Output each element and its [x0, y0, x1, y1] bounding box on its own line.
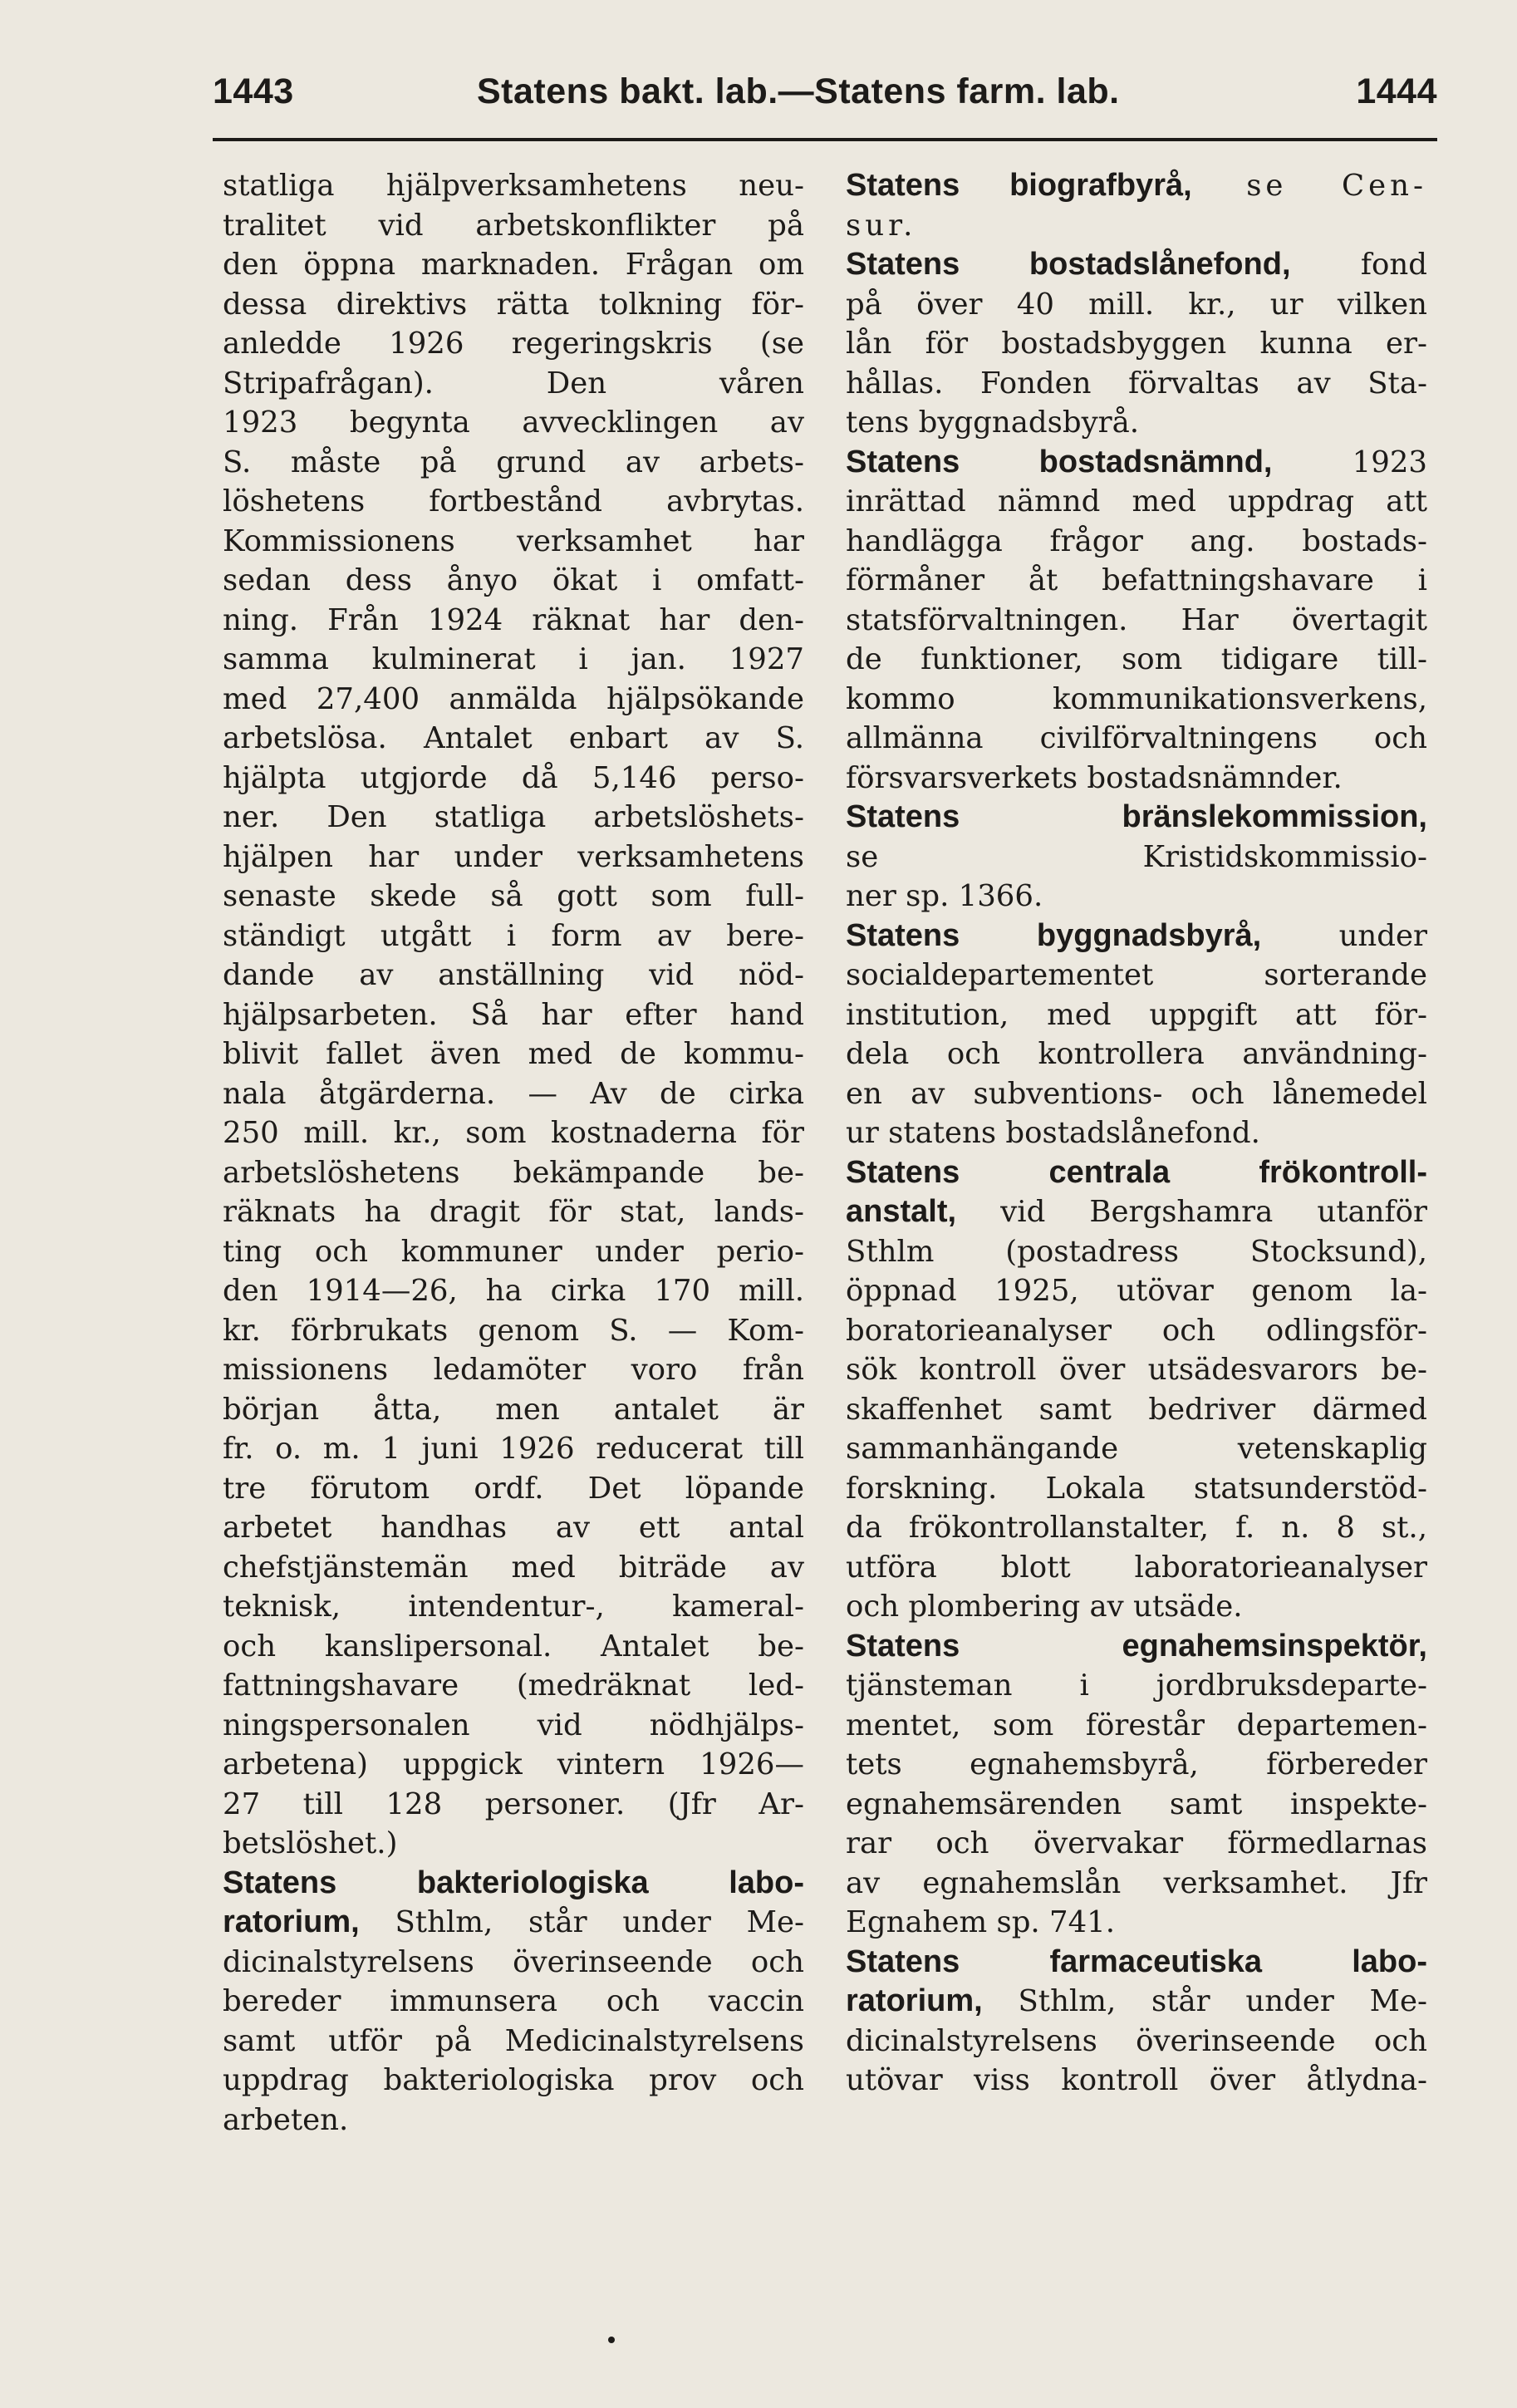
text-line: teknisk, intendentur-, kameral-: [223, 1590, 804, 1624]
text-line: samt utför på Medicinalstyrelsens: [223, 2023, 804, 2058]
text-line: försvarsverkets bostadsnämnder.: [846, 760, 1343, 795]
cross-reference: se Cen-: [1191, 169, 1427, 203]
entry-headword: ratorium,: [846, 1983, 983, 2018]
text-line: inrättad nämnd med uppdrag att: [846, 484, 1427, 518]
text-line: tre förutom ordf. Det löpande: [223, 1471, 804, 1506]
text-line: sammanhängande vetenskaplig: [846, 1432, 1427, 1466]
text-line: en av subventions- och lånemedel: [846, 1076, 1427, 1111]
text-line: hjälpta utgjorde då 5,146 perso-: [223, 760, 804, 795]
text-line: dicinalstyrelsens överinseende och: [846, 2023, 1427, 2058]
text-line: dicinalstyrelsens överinseende och: [223, 1944, 804, 1979]
text-line: forskning. Lokala statsunderstöd-: [846, 1471, 1427, 1506]
entry-headword: Statens farmaceutiska labo-: [846, 1944, 1427, 1979]
page-number-left: 1443: [213, 71, 294, 111]
entry-headword: anstalt,: [846, 1194, 957, 1229]
text-line: 27 till 128 personer. (Jfr Ar-: [223, 1786, 804, 1821]
text-line: uppdrag bakteriologiska prov och: [223, 2063, 804, 2097]
text-line: chefstjänstemän med biträde av: [223, 1550, 804, 1585]
entry-text: vid Bergshamra utanför: [956, 1195, 1427, 1229]
text-line: de funktioner, som tidigare till-: [846, 642, 1427, 676]
entry-headword: ratorium,: [223, 1904, 360, 1939]
text-line: på över 40 mill. kr., ur vilken: [846, 287, 1427, 322]
text-line: anledde 1926 regeringskris (se: [223, 327, 804, 361]
text-line: [223, 1903, 804, 1943]
text-line: samma kulminerat i jan. 1927: [223, 642, 804, 676]
entry-text: Sthlm, står under Me-: [395, 1905, 804, 1939]
text-line: tens byggnadsbyrå.: [846, 405, 1140, 440]
text-line: [846, 917, 1427, 956]
text-line: arbetslösa. Antalet enbart av S.: [223, 721, 804, 755]
running-header: [213, 65, 1437, 131]
text-line: arbeten.: [223, 2102, 349, 2137]
text-line: hjälpen har under verksamhetens: [223, 839, 804, 874]
text-line: ning. Från 1924 räknat har den-: [223, 602, 804, 637]
header-rule: [213, 138, 1437, 141]
print-speck: [608, 2337, 615, 2343]
entry-headword: Statens egnahemsinspektör,: [846, 1628, 1427, 1663]
text-line: boratorieanalyser och odlingsför-: [846, 1313, 1427, 1348]
text-line: [846, 1982, 1427, 2022]
text-line: den öppna marknaden. Frågan om: [223, 248, 804, 282]
text-line: sedan dess ånyo ökat i omfatt-: [223, 563, 804, 597]
entry-headword: Statens bostadsnämnd,: [846, 444, 1273, 479]
text-line: med 27,400 anmälda hjälpsökande: [223, 681, 804, 716]
entry-headword: Statens centrala frökontroll-: [846, 1154, 1427, 1190]
entry-headword: Statens bostadslånefond,: [846, 247, 1291, 282]
text-line: mentet, som förestår departemen-: [846, 1708, 1427, 1742]
text-line: bereder immunsera och vaccin: [223, 1984, 804, 2018]
cross-reference: se Kristidskommissio-: [846, 839, 1427, 874]
running-title: Statens bakt. lab.—Statens farm. lab.: [477, 71, 1120, 111]
text-line: 1923 begynta avvecklingen av: [223, 405, 804, 440]
cross-reference: sur.: [846, 208, 917, 243]
text-line: räknats ha dragit för stat, lands-: [223, 1195, 804, 1229]
text-line: av egnahemslån verksamhet. Jfr: [846, 1865, 1427, 1900]
text-line: [846, 1192, 1427, 1232]
text-line: dela och kontrollera användning-: [846, 1037, 1427, 1071]
text-line: tets egnahemsbyrå, förbereder: [846, 1747, 1427, 1781]
text-line: ningspersonalen vid nödhjälps-: [223, 1708, 804, 1742]
text-line: institution, med uppgift att för-: [846, 997, 1427, 1032]
text-line: [846, 166, 1427, 206]
entry-headword: Statens biografbyrå,: [846, 168, 1192, 203]
text-line: öppnad 1925, utövar genom la-: [846, 1274, 1427, 1308]
text-line: Sthlm (postadress Stocksund),: [846, 1234, 1427, 1269]
text-line: [846, 245, 1427, 285]
text-line: statsförvaltningen. Har övertagit: [846, 602, 1427, 637]
text-line: da frökontrollanstalter, f. n. 8 st.,: [846, 1511, 1427, 1545]
text-line: den 1914—26, ha cirka 170 mill.: [223, 1274, 804, 1308]
text-line: statliga hjälpverksamhetens neu-: [223, 169, 804, 203]
text-line: kommo kommunikationsverkens,: [846, 681, 1427, 716]
text-line: hjälpsarbeten. Så har efter hand: [223, 997, 804, 1032]
entry-headword: Statens bakteriologiska labo-: [223, 1865, 804, 1900]
text-line: utföra blott laboratorieanalyser: [846, 1550, 1427, 1585]
text-line: egnahemsärenden samt inspekte-: [846, 1786, 1427, 1821]
cross-reference: betslöshet.): [223, 1826, 398, 1860]
text-line: [846, 443, 1427, 483]
text-line: utövar viss kontroll över åtlydna-: [846, 2063, 1427, 2097]
left-column: [223, 166, 804, 2140]
text-line: och plombering av utsäde.: [846, 1590, 1243, 1624]
text-line: hållas. Fonden förvaltas av Sta-: [846, 366, 1427, 401]
text-line: 250 mill. kr., som kostnaderna för: [223, 1116, 804, 1150]
text-line: missionens ledamöter voro från: [223, 1353, 804, 1387]
entry-text: 1923: [1272, 445, 1427, 479]
text-line: fr. o. m. 1 juni 1926 reducerat till: [223, 1432, 804, 1466]
entry-headword: Statens bränslekommission,: [846, 799, 1427, 834]
entry-text: Sthlm, står under Me-: [982, 1984, 1427, 2018]
text-line: blivit fallet även med de kommu-: [223, 1037, 804, 1071]
text-line: rar och övervakar förmedlarnas: [846, 1826, 1427, 1860]
text-line: tjänsteman i jordbruksdeparte-: [846, 1668, 1427, 1703]
text-line: arbetslöshetens bekämpande be-: [223, 1155, 804, 1190]
text-line: början åtta, men antalet är: [223, 1392, 804, 1427]
text-line: löshetens fortbestånd avbrytas.: [223, 484, 804, 518]
cross-reference: Stripafrågan). Den våren: [223, 366, 804, 401]
entry-text: under: [1261, 918, 1427, 953]
right-column: [846, 166, 1427, 2101]
entry-headword: Statens byggnadsbyrå,: [846, 917, 1262, 953]
text-line: skaffenhet samt bedriver därmed: [846, 1392, 1427, 1427]
cross-reference: Egnahem sp. 741.: [846, 1905, 1116, 1939]
text-line: ting och kommuner under perio-: [223, 1234, 804, 1269]
entry-text: fond: [1290, 248, 1428, 282]
text-line: dessa direktivs rätta tolkning för-: [223, 287, 804, 322]
text-line: arbetet handhas av ett antal: [223, 1511, 804, 1545]
text-line: nala åtgärderna. — Av de cirka: [223, 1076, 804, 1111]
text-line: ständigt utgått i form av bere-: [223, 918, 804, 953]
text-line: och kanslipersonal. Antalet be-: [223, 1629, 804, 1663]
text-line: kr. förbrukats genom S. — Kom-: [223, 1313, 804, 1348]
text-line: förmåner åt befattningshavare i: [846, 563, 1427, 597]
text-line: handlägga frågor ang. bostads-: [846, 523, 1427, 558]
text-line: senaste skede så gott som full-: [223, 879, 804, 913]
text-line: fattningshavare (medräknat led-: [223, 1668, 804, 1703]
text-line: S. måste på grund av arbets-: [223, 445, 804, 479]
text-line: Kommissionens verksamhet har: [223, 523, 804, 558]
cross-reference: ner sp. 1366.: [846, 879, 1043, 913]
text-line: dande av anställning vid nöd-: [223, 958, 804, 992]
text-line: tralitet vid arbetskonflikter på: [223, 208, 804, 243]
text-line: allmänna civilförvaltningens och: [846, 721, 1427, 755]
page-number-right: 1444: [1356, 71, 1437, 111]
text-line: ur statens bostadslånefond.: [846, 1116, 1260, 1150]
text-line: sök kontroll över utsädesvarors be-: [846, 1353, 1427, 1387]
text-line: arbetena) uppgick vintern 1926—: [223, 1747, 804, 1781]
text-line: ner. Den statliga arbetslöshets-: [223, 800, 804, 834]
text-line: socialdepartementet sorterande: [846, 958, 1427, 992]
text-line: lån för bostadsbyggen kunna er-: [846, 327, 1427, 361]
